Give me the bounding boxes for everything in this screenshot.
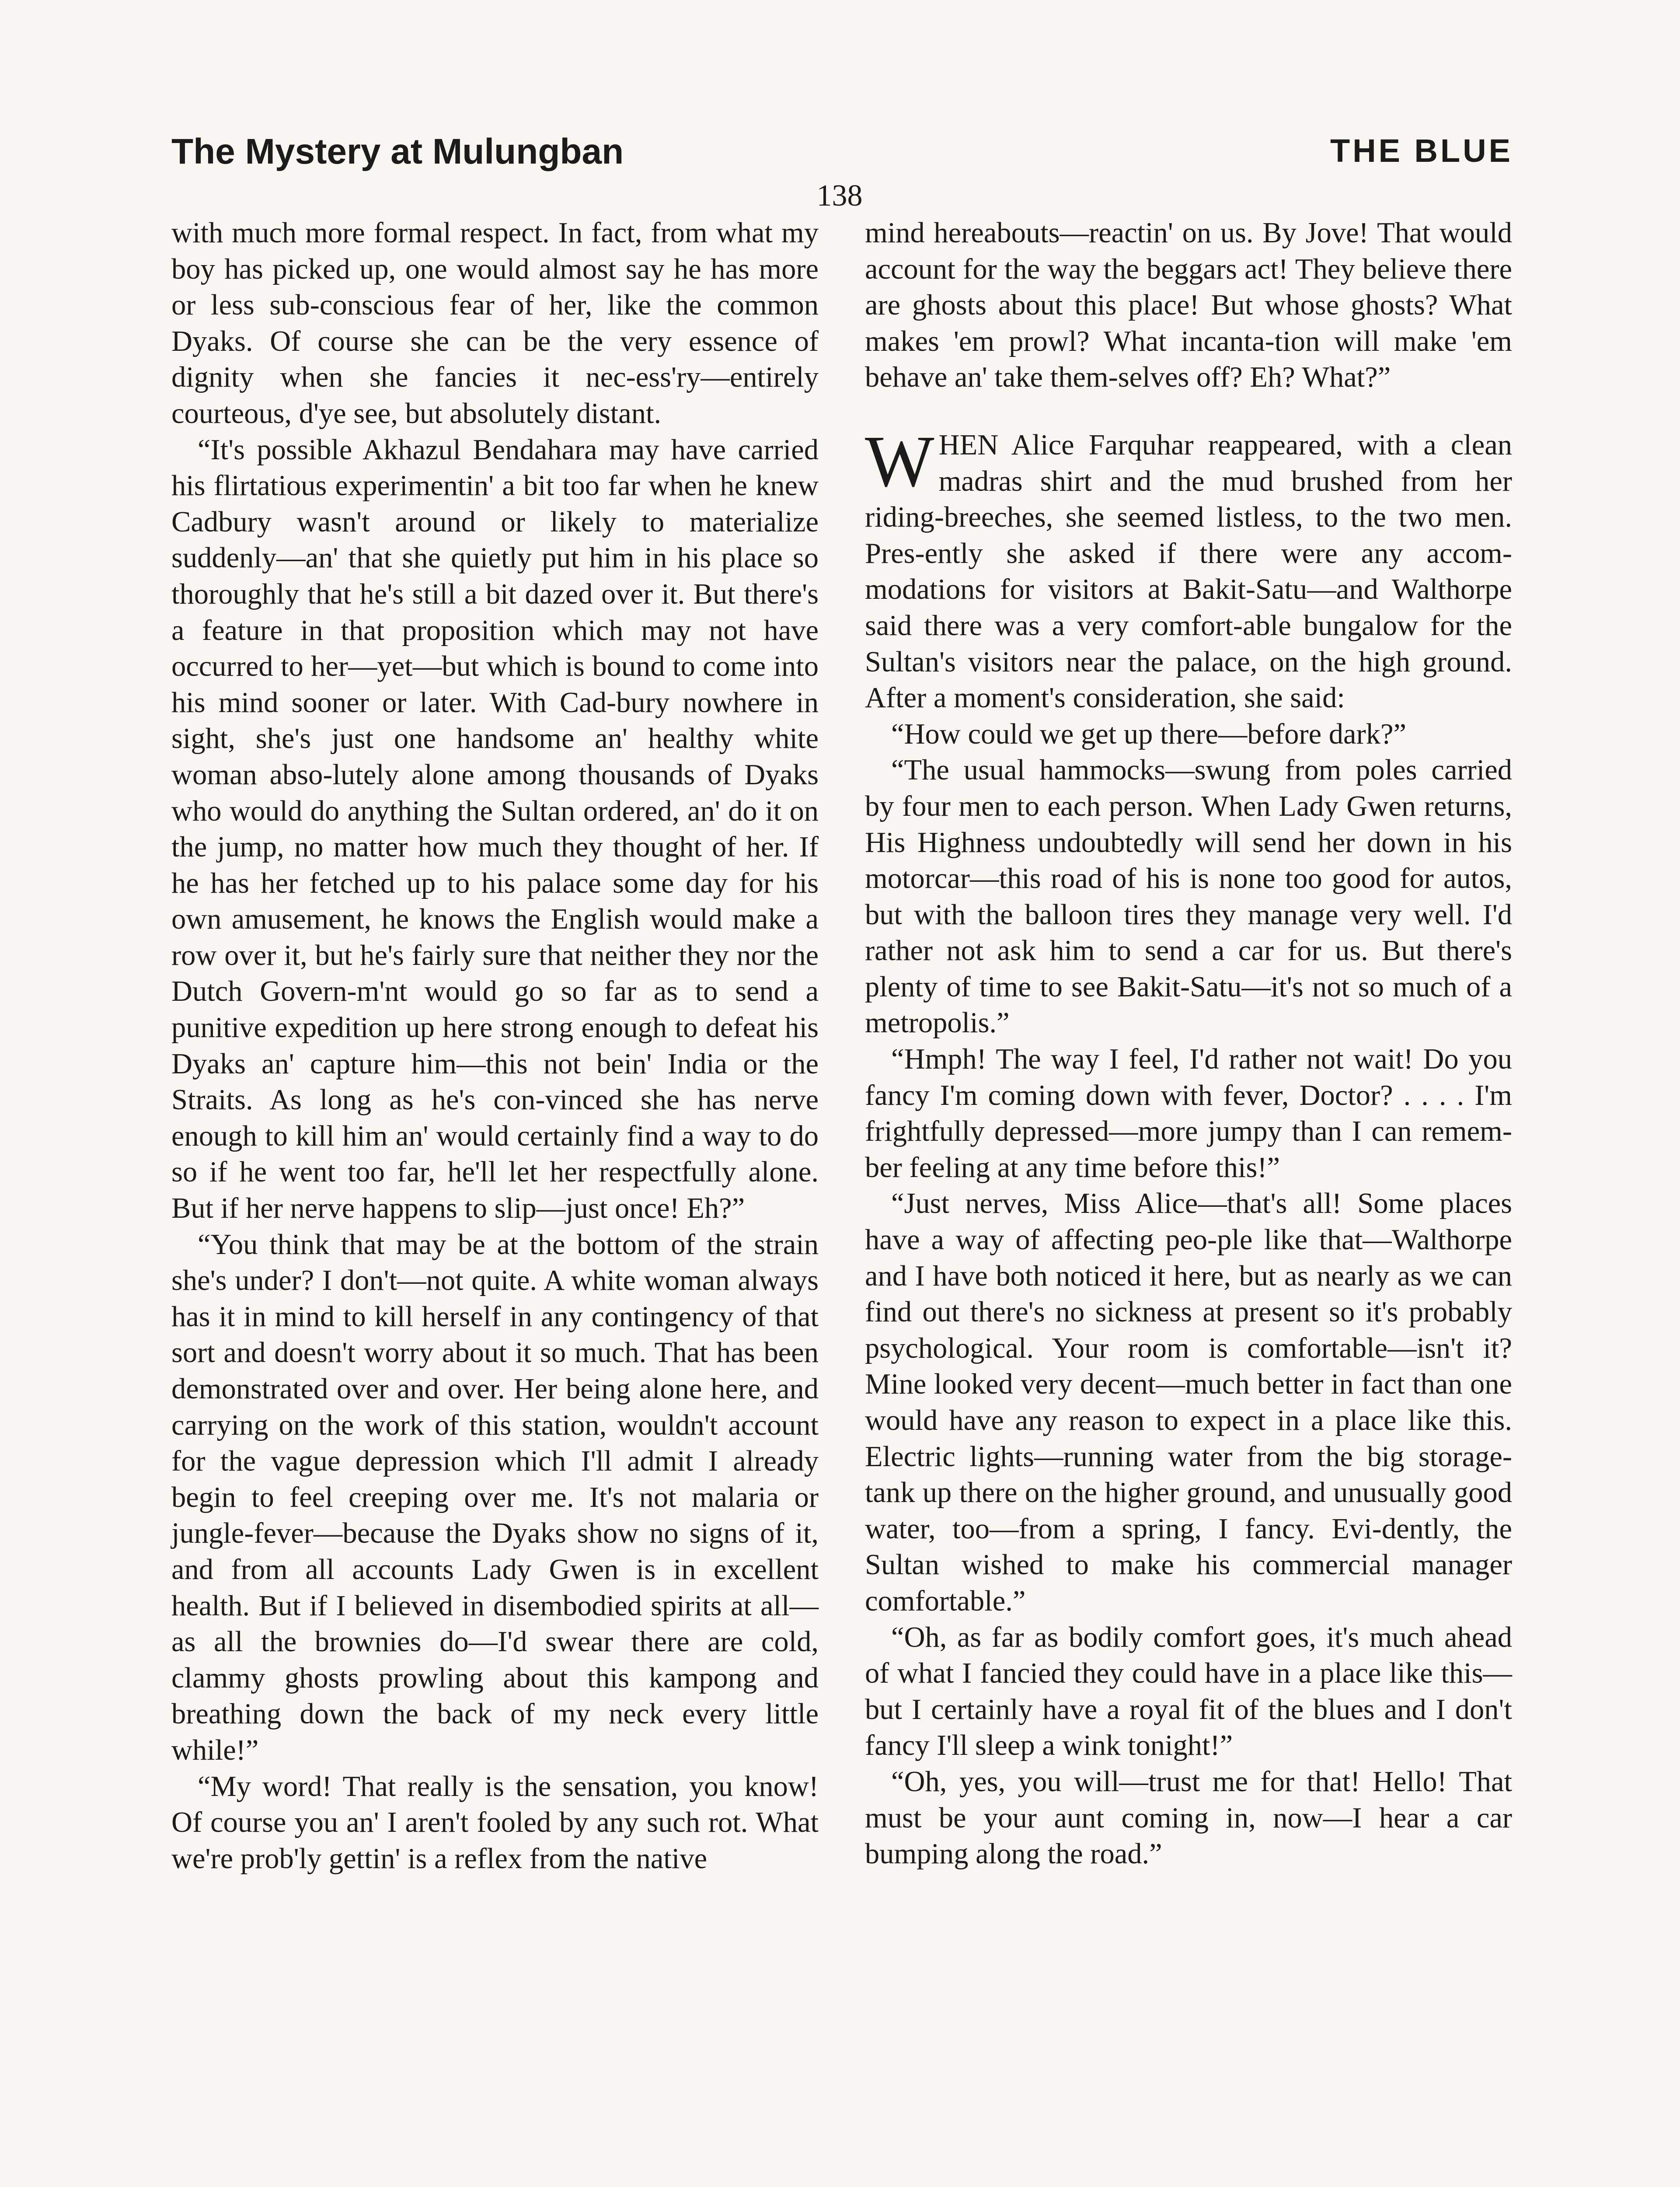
paragraph: “Oh, yes, you will—trust me for that! Hello! That must be your aunt coming in, now—I hear a car bumping along the road.” [865, 1765, 1512, 1870]
paragraph-text: HEN Alice Farquhar reappeared, with a clean madras shirt and the mud brushed from her riding-breeches, she seemed listless, to the two men. Pres-ently she asked if there were any accom-modations for visitors at Bakit-Satu—and Walthorpe said there was a very comfort-able bungalow for the Sultan's visitors near the palace, on the high ground. After a moment's consideration, she said: [865, 429, 1512, 714]
paragraph: mind hereabouts—reactin' on us. By Jove! That would account for the way the beggars act! They believe there are ghosts about this place! But whose ghosts? What makes 'em prowl? What incanta-tion will make 'em behave an' take them-selves off? Eh? What?” [865, 217, 1512, 394]
section-break [865, 396, 1512, 427]
right-column [865, 215, 1512, 1873]
paragraph: “How could we get up there—before dark?” [891, 718, 1407, 750]
magazine-name: THE BLUE [1330, 133, 1513, 169]
paragraph: “Just nerves, Miss Alice—that's all! Some places have a way of affecting peo-ple like that—Walthorpe and I have both noticed it here, but as nearly as we can find out there's no sickness at present so it's probably psychological. Your room is comfortable—isn't it? Mine looked very decent—much better in fact than one would have any reason to expect in a place like this. Electric lights—running water from the big storage-tank up there on the higher ground, and unusually good water, too—from a spring, I fancy. Evi-dently, the Sultan wished to make his commercial manager comfortable.” [865, 1188, 1512, 1617]
paragraph: “My word! That really is the sensation, you know! Of course you an' I aren't fooled by any such rot. What we're prob'ly gettin' is a reflex from the native [171, 1770, 819, 1875]
paragraph: “Oh, as far as bodily comfort goes, it's much ahead of what I fancied they could have in a place like this—but I certainly have a royal fit of the blues and I don't fancy I'll sleep a wink tonight!” [865, 1621, 1512, 1762]
paragraph: “The usual hammocks—swung from poles carried by four men to each person. When Lady Gwen returns, His Highness undoubtedly will send her down in his motorcar—this road of his is none too good for autos, but with the balloon tires they manage very well. I'd rather not ask him to send a car for us. But there's plenty of time to see Bakit-Satu—it's not so much of a metropolis.” [865, 754, 1512, 1039]
paragraph: with much more formal respect. In fact, from what my boy has picked up, one would almost say he has more or less sub-conscious fear of her, like the common Dyaks. Of course she can be the very essence of dignity when she fancies it nec-ess'ry—entirely courteous, d'ye see, but absolutely distant. [171, 217, 819, 430]
paragraph: “Hmph! The way I feel, I'd rather not wait! Do you fancy I'm coming down with fever, Doctor? . . . . I'm frightfully depressed—more jumpy than I can remem-ber feeling at any time before this!” [865, 1043, 1512, 1184]
paragraph: “You think that may be at the bottom of the strain she's under? I don't—not quite. A white woman always has it in mind to kill herself in any contingency of that sort and doesn't worry about it so much. That has been demonstrated over and over. Her being alone here, and carrying on the work of this station, wouldn't account for the vague depression which I'll admit I already begin to feel creeping over me. It's not malaria or jungle-fever—because the Dyaks show no signs of it, and from all accounts Lady Gwen is in excellent health. But if I believed in disembodied spirits at all—as all the brownies do—I'd swear there are cold, clammy ghosts prowling about this kampong and breathing down the back of my neck every little while!” [171, 1228, 819, 1766]
drop-cap: W [865, 420, 934, 502]
page-number: 138 [816, 179, 863, 213]
story-title: The Mystery at Mulungban [171, 132, 624, 171]
paragraph: “It's possible Akhazul Bendahara may have carried his flirtatious experimentin' a bit too far when he knew Cadbury wasn't around or likely to materialize suddenly—an' that she quietly put him in his place so thoroughly that he's still a bit dazed over it. But there's a feature in that proposition which may not have occurred to her—yet—but which is bound to come into his mind sooner or later. With Cad-bury nowhere in sight, she's just one handsome an' healthy white woman abso-lutely alone among thousands of Dyaks who would do anything the Sultan ordered, an' do it on the jump, no matter how much they thought of her. If he has her fetched up to his palace some day for his own amusement, he knows the English would make a row over it, but he's fairly sure that neither they nor the Dutch Govern-m'nt would go so far as to send a punitive expedition up here strong enough to defeat his Dyaks an' capture him—this not bein' India or the Straits. As long as he's con-vinced she has nerve enough to kill him an' would certainly find a way to do so if he went too far, he'll let her respectfully alone. But if her nerve happens to slip—just once! Eh?” [171, 433, 819, 1225]
section-opening-paragraph [865, 420, 1512, 716]
left-column [171, 215, 819, 1877]
